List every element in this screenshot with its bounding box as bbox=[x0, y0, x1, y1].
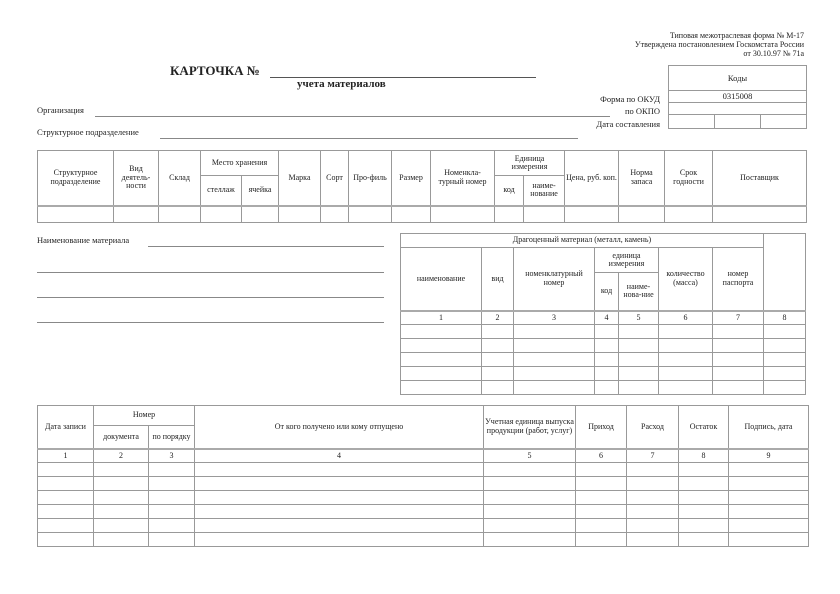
cell[interactable] bbox=[482, 381, 514, 395]
table-row bbox=[401, 339, 806, 353]
cell[interactable] bbox=[595, 367, 619, 381]
col-document: документа bbox=[94, 426, 149, 449]
cell[interactable] bbox=[392, 206, 431, 223]
cell[interactable] bbox=[576, 505, 627, 519]
card-title: КАРТОЧКА № bbox=[170, 63, 260, 78]
cell[interactable] bbox=[595, 381, 619, 395]
table-row bbox=[401, 353, 806, 367]
cell[interactable] bbox=[114, 206, 159, 223]
cell[interactable] bbox=[659, 325, 713, 339]
cell[interactable] bbox=[149, 519, 195, 533]
date-day[interactable] bbox=[669, 115, 715, 129]
cell[interactable] bbox=[482, 367, 514, 381]
col-number: 5 bbox=[484, 449, 576, 463]
col-name: наименование bbox=[401, 248, 482, 311]
cell[interactable] bbox=[679, 533, 729, 547]
col-number: 6 bbox=[659, 311, 713, 325]
cell[interactable] bbox=[764, 353, 806, 367]
cell[interactable] bbox=[679, 491, 729, 505]
cell[interactable] bbox=[401, 367, 482, 381]
col-nomenclature: номенклатурный номер bbox=[514, 248, 595, 311]
table-row bbox=[38, 206, 807, 223]
cell[interactable] bbox=[195, 477, 484, 491]
col-unit-code: код bbox=[595, 273, 619, 311]
col-price: Цена, руб. коп. bbox=[565, 151, 619, 206]
table-row bbox=[38, 519, 809, 533]
cell[interactable] bbox=[619, 353, 659, 367]
col-passport: номер паспорта bbox=[713, 248, 764, 311]
cell[interactable] bbox=[514, 367, 595, 381]
col-extra bbox=[764, 234, 806, 311]
cell[interactable] bbox=[729, 505, 809, 519]
cell[interactable] bbox=[565, 206, 619, 223]
cell[interactable] bbox=[38, 463, 94, 477]
col-number: 3 bbox=[149, 449, 195, 463]
department-field[interactable] bbox=[160, 138, 578, 139]
cell[interactable] bbox=[713, 381, 764, 395]
cell[interactable] bbox=[679, 505, 729, 519]
cell[interactable] bbox=[38, 477, 94, 491]
cell[interactable] bbox=[764, 339, 806, 353]
col-number: 1 bbox=[38, 449, 94, 463]
cell[interactable] bbox=[627, 533, 679, 547]
table-row bbox=[38, 463, 809, 477]
form-line: Типовая межотраслевая форма № М-17 bbox=[669, 31, 804, 40]
col-number: 4 bbox=[195, 449, 484, 463]
col-number: 6 bbox=[576, 449, 627, 463]
cell[interactable] bbox=[495, 206, 524, 223]
col-nomenclature: Номенкла-турный номер bbox=[431, 151, 495, 206]
okpo-value[interactable] bbox=[669, 103, 807, 115]
form-approval-note bbox=[635, 31, 804, 58]
cell[interactable] bbox=[619, 206, 665, 223]
cell[interactable] bbox=[149, 505, 195, 519]
form-line: Утверждена постановлением Госкомстата России bbox=[634, 40, 804, 49]
table-row bbox=[38, 491, 809, 505]
cell[interactable] bbox=[713, 325, 764, 339]
cell[interactable] bbox=[659, 339, 713, 353]
organization-field[interactable] bbox=[95, 116, 610, 117]
table-row bbox=[38, 533, 809, 547]
cell[interactable] bbox=[764, 381, 806, 395]
cell[interactable] bbox=[149, 463, 195, 477]
cell[interactable] bbox=[595, 339, 619, 353]
cell[interactable] bbox=[484, 463, 576, 477]
card-subtitle: учета материалов bbox=[297, 78, 386, 90]
col-number: 5 bbox=[619, 311, 659, 325]
cell[interactable] bbox=[401, 325, 482, 339]
col-quantity: количество (масса) bbox=[659, 248, 713, 311]
col-kind: вид bbox=[482, 248, 514, 311]
cell[interactable] bbox=[713, 353, 764, 367]
material-name-field-line[interactable] bbox=[37, 297, 384, 298]
cell[interactable] bbox=[321, 206, 349, 223]
movement-table bbox=[37, 405, 809, 547]
cell[interactable] bbox=[484, 519, 576, 533]
cell[interactable] bbox=[401, 353, 482, 367]
cell[interactable] bbox=[242, 206, 279, 223]
col-number: 8 bbox=[764, 311, 806, 325]
cell[interactable] bbox=[729, 463, 809, 477]
cell[interactable] bbox=[195, 463, 484, 477]
col-brand: Марка bbox=[279, 151, 321, 206]
cell[interactable] bbox=[627, 491, 679, 505]
cell[interactable] bbox=[94, 519, 149, 533]
cell[interactable] bbox=[576, 477, 627, 491]
col-number: 2 bbox=[94, 449, 149, 463]
cell[interactable] bbox=[195, 505, 484, 519]
cell[interactable] bbox=[659, 353, 713, 367]
cell[interactable] bbox=[679, 463, 729, 477]
cell[interactable] bbox=[431, 206, 495, 223]
cell[interactable] bbox=[38, 519, 94, 533]
col-rack: стеллаж bbox=[201, 176, 242, 206]
cell[interactable] bbox=[713, 339, 764, 353]
col-number: 7 bbox=[627, 449, 679, 463]
cell[interactable] bbox=[729, 533, 809, 547]
col-expense: Расход bbox=[627, 406, 679, 449]
department-label: Структурное подразделение bbox=[37, 127, 139, 137]
cell[interactable] bbox=[484, 477, 576, 491]
column-numbers-row bbox=[401, 311, 806, 325]
col-norm: Норма запаса bbox=[619, 151, 665, 206]
material-name-label: Наименование материала bbox=[37, 235, 130, 245]
date-month[interactable] bbox=[715, 115, 761, 129]
material-attributes-table bbox=[37, 150, 807, 223]
cell[interactable] bbox=[627, 505, 679, 519]
table-row bbox=[38, 505, 809, 519]
cell[interactable] bbox=[576, 519, 627, 533]
col-number: Номер bbox=[94, 406, 195, 426]
col-profile: Про-филь bbox=[349, 151, 392, 206]
cell[interactable] bbox=[514, 381, 595, 395]
precious-material-table bbox=[400, 233, 806, 395]
cell[interactable] bbox=[619, 339, 659, 353]
material-name-field-line[interactable] bbox=[37, 272, 384, 273]
table-row bbox=[401, 381, 806, 395]
cell[interactable] bbox=[576, 533, 627, 547]
col-supplier: Поставщик bbox=[713, 151, 807, 206]
col-structural: Структурное подразделение bbox=[38, 151, 114, 206]
cell[interactable] bbox=[482, 339, 514, 353]
col-order: по порядку bbox=[149, 426, 195, 449]
cell[interactable] bbox=[619, 381, 659, 395]
cell[interactable] bbox=[94, 491, 149, 505]
col-unit-name: наиме-нова-ние bbox=[619, 273, 659, 311]
table-row bbox=[401, 367, 806, 381]
cell[interactable] bbox=[595, 353, 619, 367]
col-number: 9 bbox=[729, 449, 809, 463]
cell[interactable] bbox=[94, 477, 149, 491]
cell[interactable] bbox=[619, 325, 659, 339]
cell[interactable] bbox=[713, 206, 807, 223]
cell[interactable] bbox=[482, 325, 514, 339]
col-number: 1 bbox=[401, 311, 482, 325]
cell[interactable] bbox=[195, 519, 484, 533]
cell[interactable] bbox=[659, 381, 713, 395]
cell[interactable] bbox=[195, 491, 484, 505]
cell[interactable] bbox=[764, 325, 806, 339]
cell[interactable] bbox=[484, 533, 576, 547]
table-row bbox=[38, 477, 809, 491]
okpo-label: по ОКПО bbox=[624, 106, 660, 116]
cell[interactable] bbox=[627, 463, 679, 477]
cell[interactable] bbox=[729, 519, 809, 533]
material-name-field-line[interactable] bbox=[37, 322, 384, 323]
cell[interactable] bbox=[38, 491, 94, 505]
col-unit-code: код bbox=[495, 176, 524, 206]
cell[interactable] bbox=[627, 519, 679, 533]
cell[interactable] bbox=[484, 491, 576, 505]
col-number: 2 bbox=[482, 311, 514, 325]
cell[interactable] bbox=[514, 353, 595, 367]
col-unit-name: наиме-нование bbox=[524, 176, 565, 206]
cell[interactable] bbox=[149, 491, 195, 505]
col-size: Размер bbox=[392, 151, 431, 206]
col-number: 3 bbox=[514, 311, 595, 325]
cell[interactable] bbox=[524, 206, 565, 223]
col-shelf-life: Срок годности bbox=[665, 151, 713, 206]
cell[interactable] bbox=[149, 477, 195, 491]
col-grade: Сорт bbox=[321, 151, 349, 206]
cell[interactable] bbox=[627, 477, 679, 491]
precious-heading: Драгоценный материал (металл, камень) bbox=[401, 234, 764, 248]
cell[interactable] bbox=[149, 533, 195, 547]
cell[interactable] bbox=[94, 463, 149, 477]
col-signature: Подпись, дата bbox=[729, 406, 809, 449]
cell[interactable] bbox=[38, 505, 94, 519]
col-cell: ячейка bbox=[242, 176, 279, 206]
table-row bbox=[401, 325, 806, 339]
column-numbers-row bbox=[38, 449, 809, 463]
okud-value[interactable]: 0315008 bbox=[669, 91, 807, 103]
organization-label: Организация bbox=[37, 105, 84, 115]
col-warehouse: Склад bbox=[159, 151, 201, 206]
cell[interactable] bbox=[201, 206, 242, 223]
cell[interactable] bbox=[514, 339, 595, 353]
col-unit: единица измерения bbox=[595, 248, 659, 273]
date-year[interactable] bbox=[761, 115, 807, 129]
cell[interactable] bbox=[514, 325, 595, 339]
cell[interactable] bbox=[482, 353, 514, 367]
cell[interactable] bbox=[713, 367, 764, 381]
cell[interactable] bbox=[38, 206, 114, 223]
cell[interactable] bbox=[595, 325, 619, 339]
cell[interactable] bbox=[484, 505, 576, 519]
codes-box bbox=[668, 65, 807, 129]
col-unit: Учетная единица выпуска продукции (работ, услуг) bbox=[484, 406, 576, 449]
cell[interactable] bbox=[679, 477, 729, 491]
col-date: Дата записи bbox=[38, 406, 94, 449]
cell[interactable] bbox=[729, 477, 809, 491]
material-name-field[interactable] bbox=[148, 246, 384, 247]
col-income: Приход bbox=[576, 406, 627, 449]
cell[interactable] bbox=[401, 339, 482, 353]
col-number: 4 bbox=[595, 311, 619, 325]
cell[interactable] bbox=[729, 491, 809, 505]
col-unit: Единица измерения bbox=[495, 151, 565, 176]
cell[interactable] bbox=[94, 505, 149, 519]
col-storage: Место хранения bbox=[201, 151, 279, 176]
codes-heading: Коды bbox=[669, 66, 807, 91]
col-from-to: От кого получено или кому отпущено bbox=[195, 406, 484, 449]
cell[interactable] bbox=[349, 206, 392, 223]
cell[interactable] bbox=[619, 367, 659, 381]
cell[interactable] bbox=[401, 381, 482, 395]
cell[interactable] bbox=[94, 533, 149, 547]
col-activity: Вид деятель-ности bbox=[114, 151, 159, 206]
cell[interactable] bbox=[659, 367, 713, 381]
okud-label: Форма по ОКУД bbox=[600, 94, 660, 104]
cell[interactable] bbox=[576, 491, 627, 505]
cell[interactable] bbox=[679, 519, 729, 533]
date-label: Дата составления bbox=[596, 119, 660, 129]
cell[interactable] bbox=[665, 206, 713, 223]
cell[interactable] bbox=[159, 206, 201, 223]
cell[interactable] bbox=[764, 367, 806, 381]
cell[interactable] bbox=[195, 533, 484, 547]
col-number: 8 bbox=[679, 449, 729, 463]
cell[interactable] bbox=[279, 206, 321, 223]
cell[interactable] bbox=[576, 463, 627, 477]
col-number: 7 bbox=[713, 311, 764, 325]
col-balance: Остаток bbox=[679, 406, 729, 449]
form-line: от 30.10.97 № 71а bbox=[743, 49, 804, 58]
cell[interactable] bbox=[38, 533, 94, 547]
